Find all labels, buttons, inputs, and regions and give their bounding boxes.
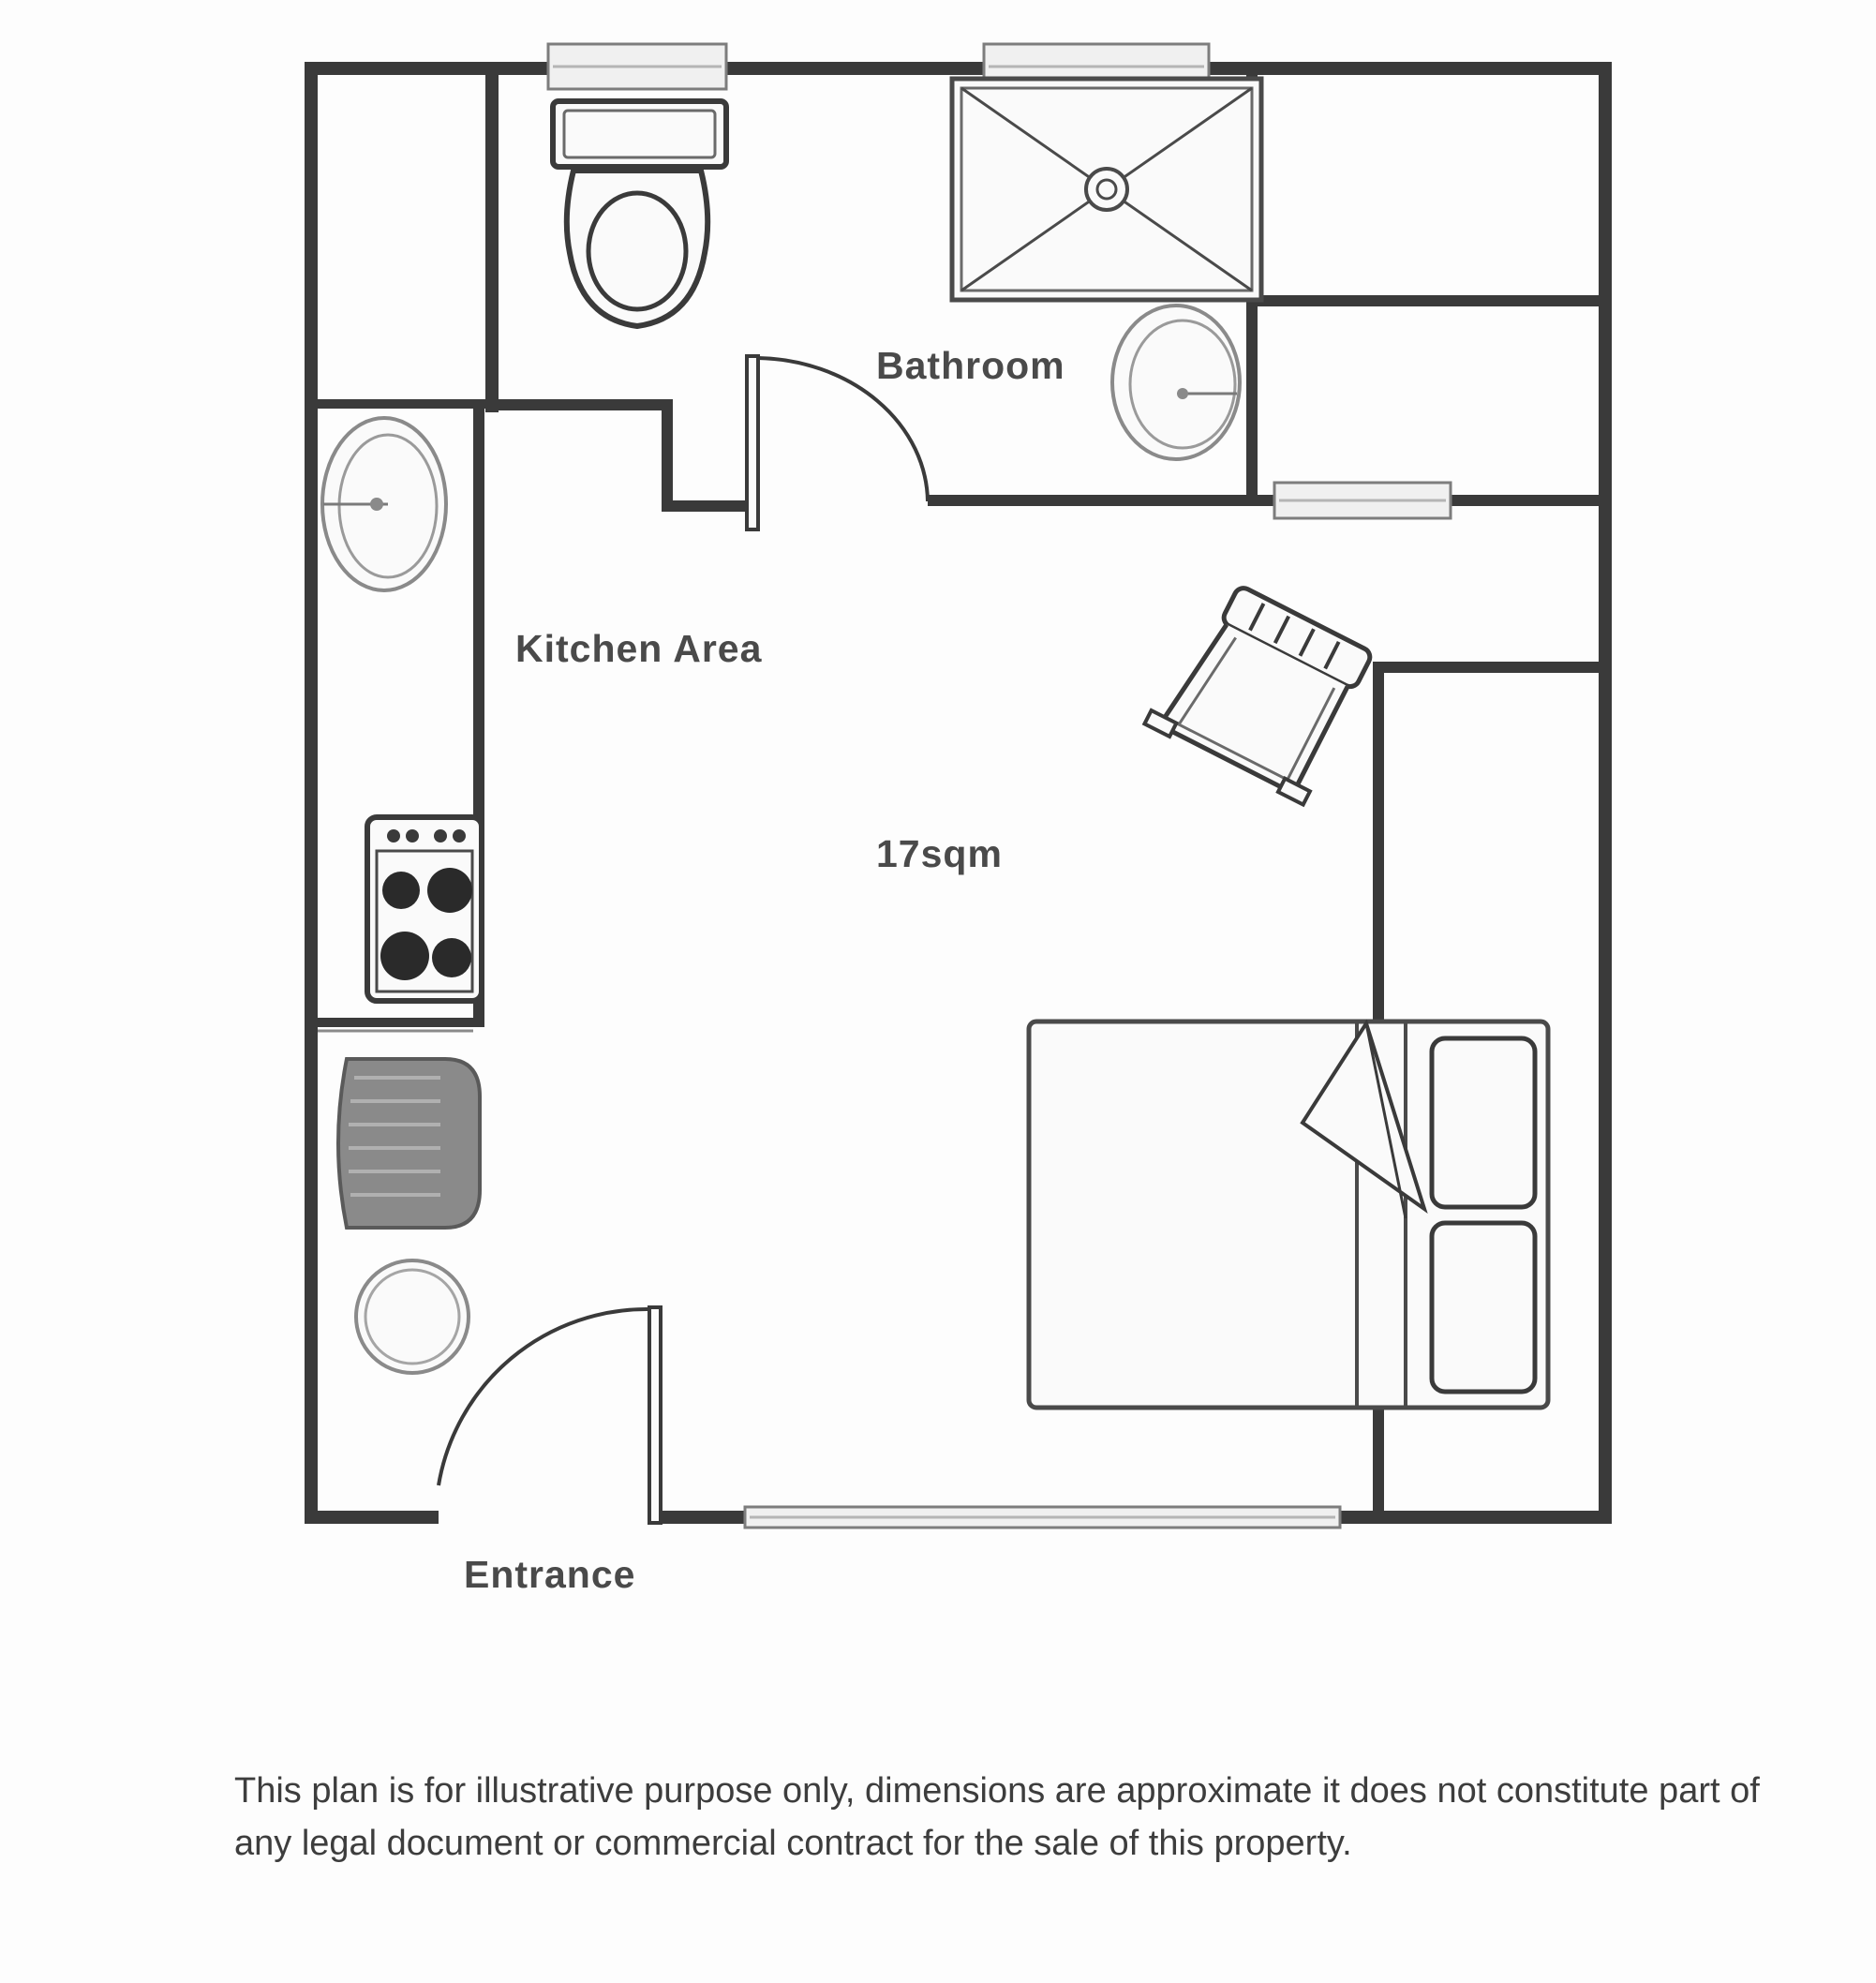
bath-jog-bottom bbox=[662, 500, 746, 512]
bath-bottom-wall-left bbox=[485, 399, 673, 410]
fridge-icon bbox=[338, 1059, 480, 1228]
bed-icon bbox=[1029, 1021, 1548, 1408]
bathroom-sink-icon bbox=[1112, 306, 1240, 459]
round-table-icon bbox=[356, 1260, 469, 1373]
left-wall bbox=[305, 62, 318, 1524]
top-wall bbox=[305, 62, 1612, 75]
entrance-label: Entrance bbox=[464, 1553, 636, 1596]
bathroom-label: Bathroom bbox=[876, 344, 1065, 387]
kitchen-sink-icon bbox=[322, 418, 446, 590]
bottom-wall-left bbox=[305, 1511, 439, 1524]
shower-icon bbox=[952, 79, 1261, 300]
disclaimer-text: This plan is for illustrative purpose only, dimensions are approximate it does not constitute part of any legal document or commercial contract for the sale of this property. bbox=[234, 1771, 1760, 1863]
closet-divider bbox=[1258, 295, 1599, 306]
bath-left-wall bbox=[485, 75, 499, 412]
stove-icon bbox=[367, 817, 482, 1001]
bath-jog-wall bbox=[662, 399, 673, 512]
right-wall bbox=[1599, 62, 1612, 1524]
window-top-left bbox=[548, 44, 726, 89]
window-bottom bbox=[745, 1507, 1340, 1528]
wardrobe-top-wall bbox=[1373, 662, 1599, 673]
counter-bottom-edge bbox=[318, 1018, 484, 1027]
kitchen-label: Kitchen Area bbox=[515, 627, 763, 670]
entrance-door-icon bbox=[439, 1307, 661, 1523]
bottom-wall-mid bbox=[661, 1511, 745, 1524]
vent bbox=[1274, 483, 1451, 518]
bath-bottom-wall-right bbox=[928, 495, 1274, 506]
counter-top-edge bbox=[318, 399, 485, 409]
area-label: 17sqm bbox=[876, 832, 1003, 875]
toilet-icon bbox=[553, 101, 726, 326]
chair-icon bbox=[1144, 575, 1378, 805]
